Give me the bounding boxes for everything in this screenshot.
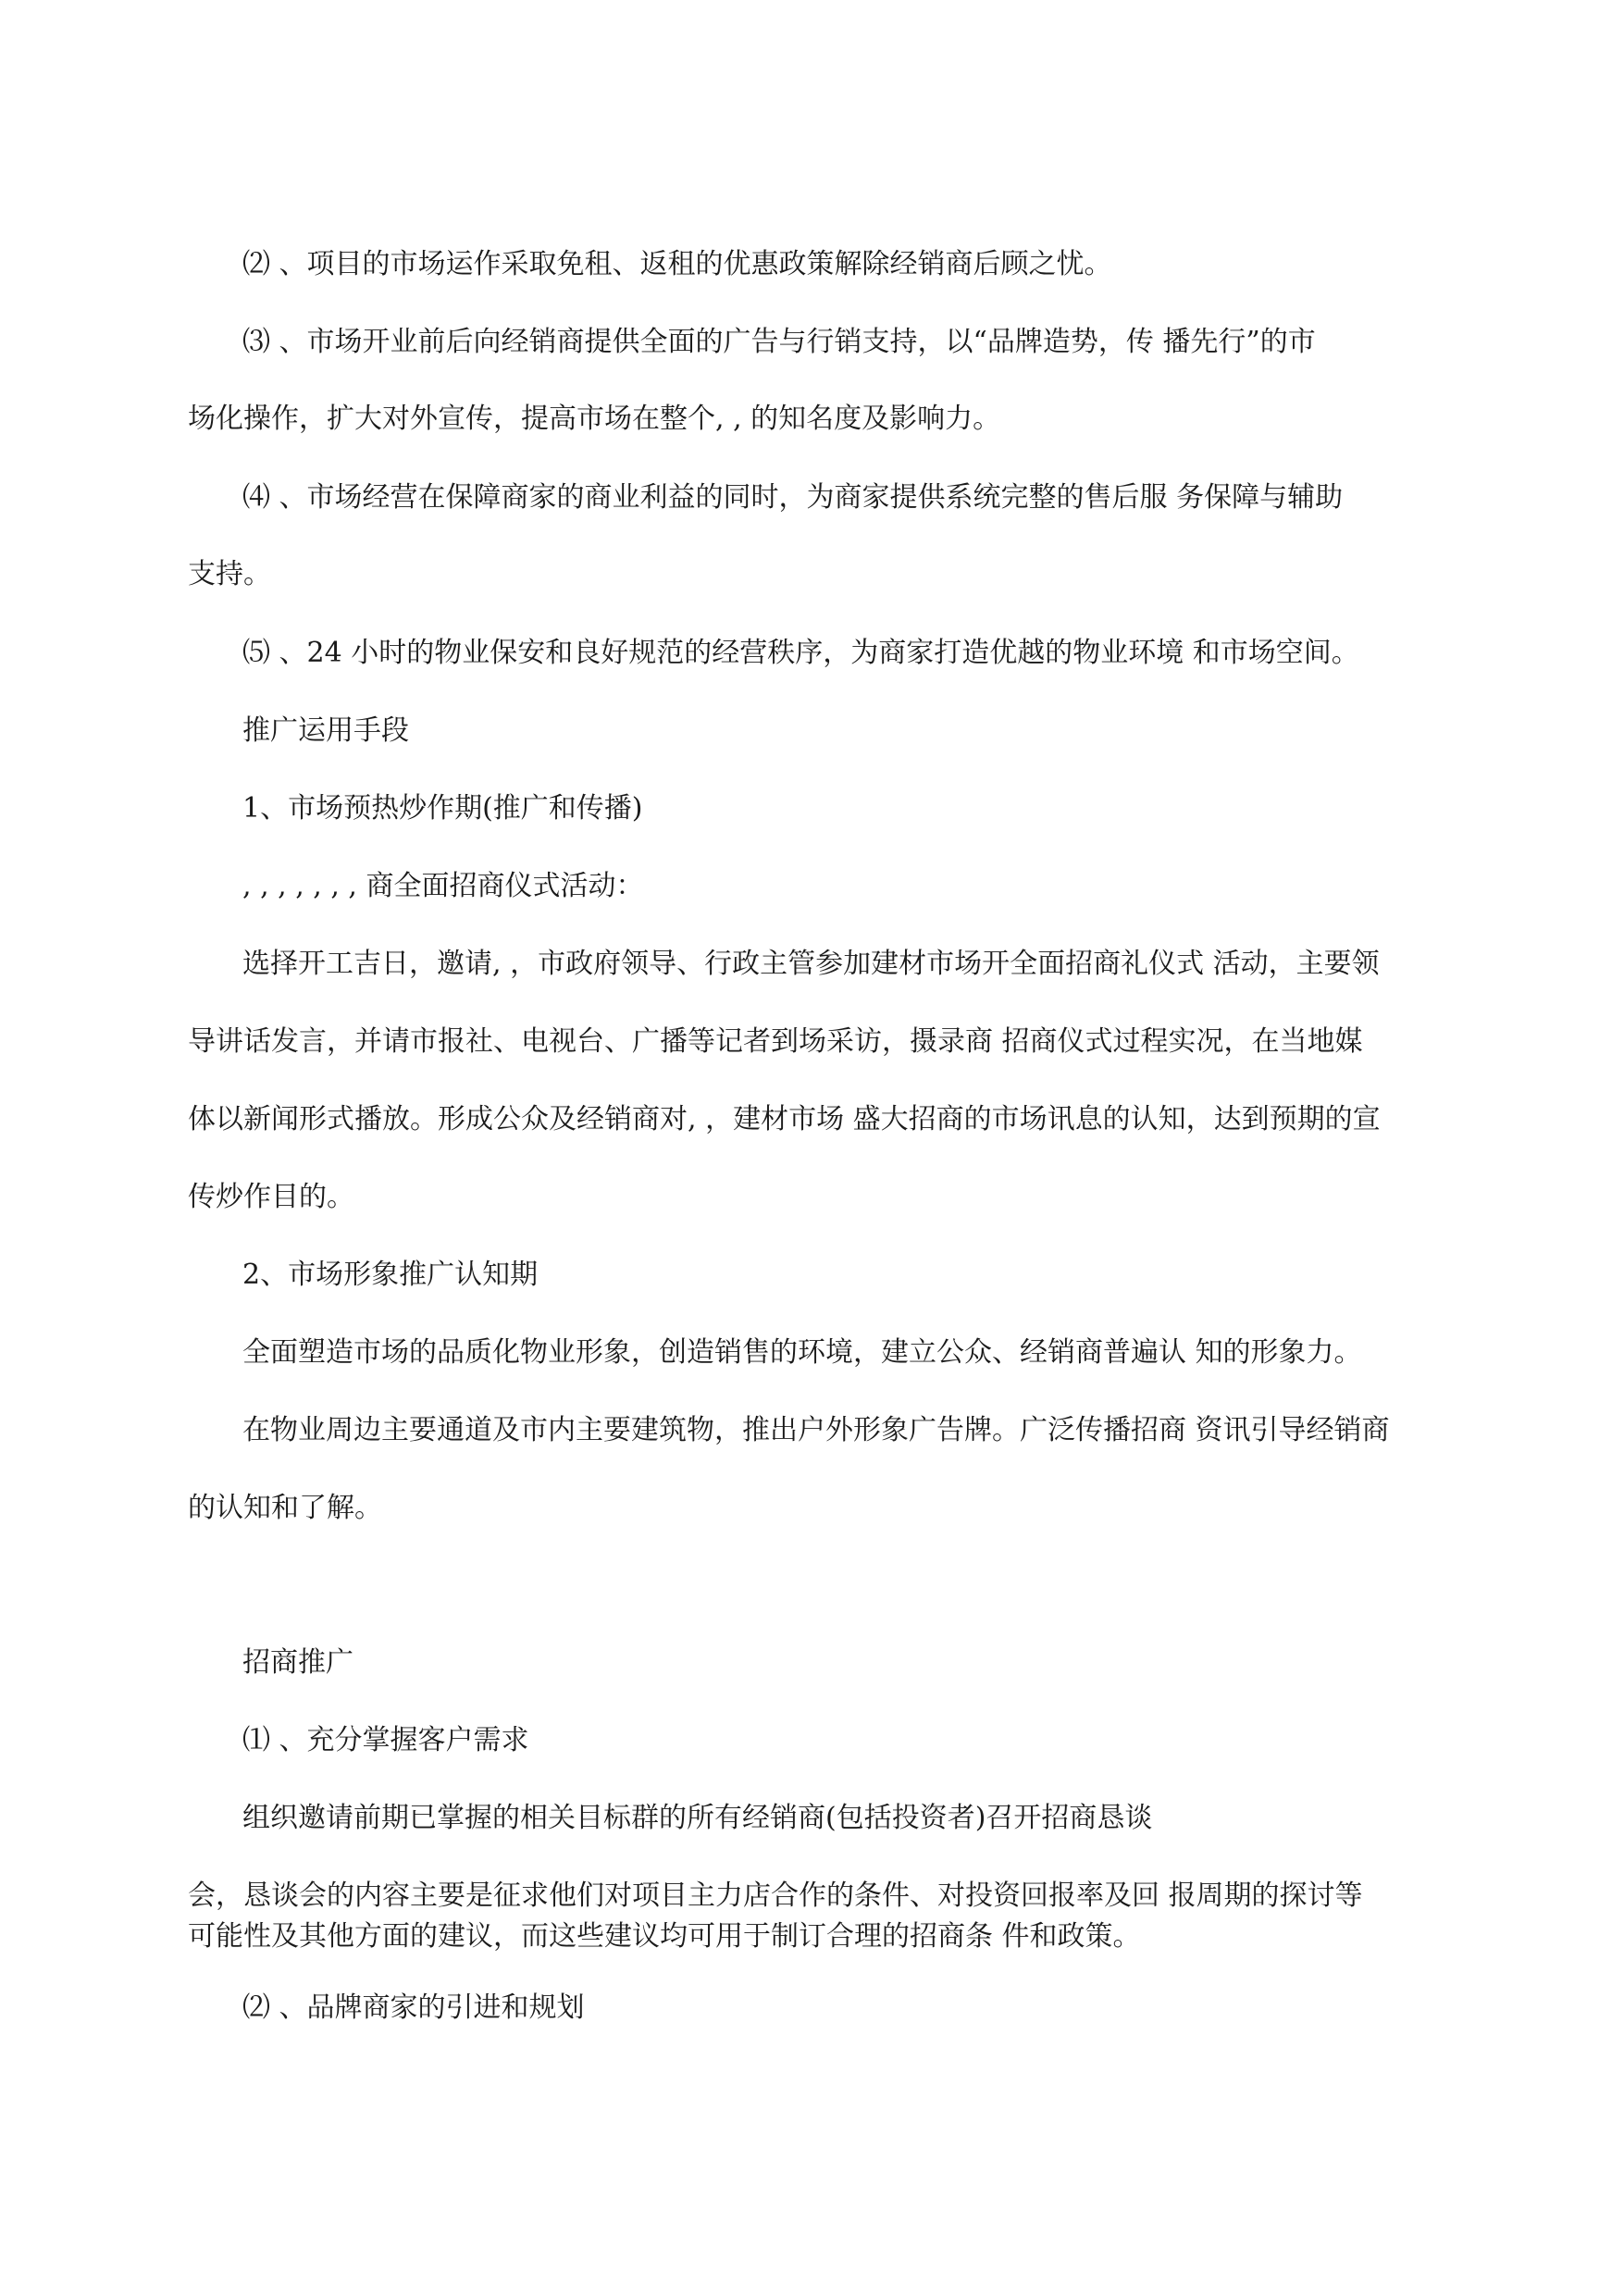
paragraph-line: 选择开工吉日，邀请, ，市政府领导、行政主管参加建材市场开全面招商礼仪式 活动，主要领 xyxy=(242,948,1380,980)
paragraph-line: 体以新闻形式播放。形成公众及经销商对, ，建材市场 盛大招商的市场讯息的认知，达到预期的宣 xyxy=(188,1103,1381,1135)
paragraph-line: 的认知和了解。 xyxy=(188,1492,382,1524)
section-heading: 2、市场形象推广认知期 xyxy=(242,1259,539,1291)
section-heading: 招商推广 xyxy=(242,1646,353,1679)
paragraph-line: 在物业周边主要通道及市内主要建筑物，推出户外形象广告牌。广泛传播招商 资讯引导经销商 xyxy=(242,1414,1390,1446)
paragraph-line: ⑷ 、市场经营在保障商家的商业利益的同时，为商家提供系统完整的售后服 务保障与辅助 xyxy=(242,481,1344,514)
paragraph-line: 会，恳谈会的内容主要是征求他们对项目主力店合作的条件、对投资回报率及回 报周期的探讨等 xyxy=(188,1879,1363,1912)
section-heading: ⑴ 、充分掌握客户需求 xyxy=(242,1724,529,1756)
paragraph-line: 传炒作目的。 xyxy=(188,1181,354,1213)
paragraph-line: ⑵ 、项目的市场运作采取免租、返租的优惠政策解除经销商后顾之忧。 xyxy=(242,248,1112,280)
paragraph-line: ⑸ 、24 小时的物业保安和良好规范的经营秩序，为商家打造优越的物业环境 和市场空间。 xyxy=(242,637,1359,669)
section-heading: 1、市场预热炒作期(推广和传播) xyxy=(242,792,643,825)
paragraph-line: 全面塑造市场的品质化物业形象，创造销售的环境，建立公众、经销商普遍认 知的形象力。 xyxy=(242,1336,1362,1369)
paragraph-line: 支持。 xyxy=(188,558,271,590)
paragraph-line: 导讲话发言，并请市报社、电视台、广播等记者到场采访，摄录商 招商仪式过程实况，在当地媒 xyxy=(188,1025,1363,1058)
section-heading: ⑵ 、品牌商家的引进和规划 xyxy=(242,1991,585,2024)
paragraph-line: 可能性及其他方面的建议，而这些建议均可用于制订合理的招商条 件和政策。 xyxy=(188,1920,1141,1953)
paragraph-line: ⑶ 、市场开业前后向经销商提供全面的广告与行销支持，以“品牌造势，传 播先行”的市 xyxy=(242,326,1316,358)
paragraph-line: 组织邀请前期已掌握的相关目标群的所有经销商(包括投资者)召开招商恳谈 xyxy=(242,1802,1153,1834)
paragraph-line: , , , , , , , 商全面招商仪式活动： xyxy=(242,870,644,902)
section-heading: 推广运用手段 xyxy=(242,714,409,747)
paragraph-line: 场化操作，扩大对外宣传，提高市场在整个, , 的知名度及影响力。 xyxy=(188,403,1001,435)
